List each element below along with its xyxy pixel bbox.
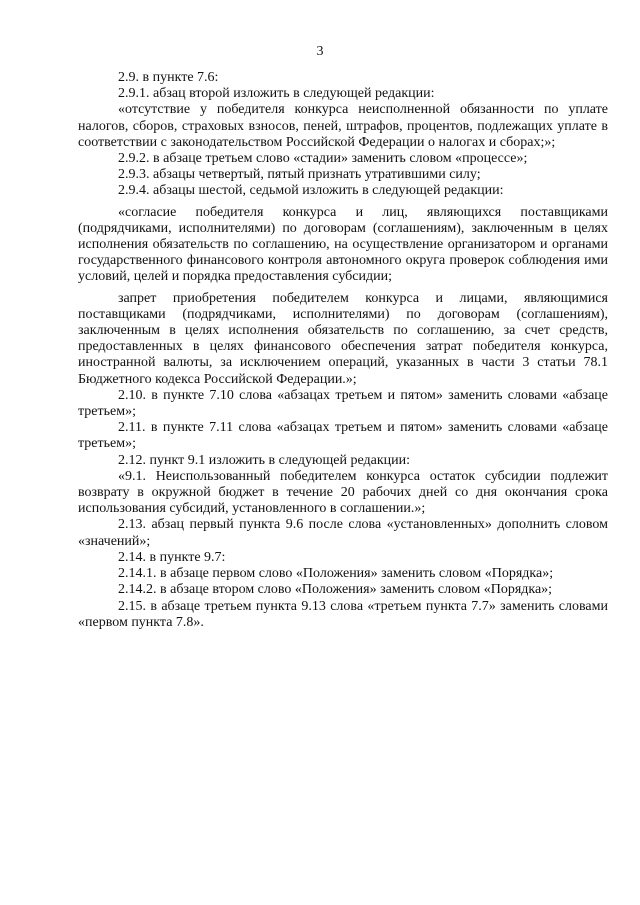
paragraph-quote-no-debt: «отсутствие у победителя конкурса неисполненной обязанности по уплате налогов, сборов, страховых взносов, пеней, штрафов, процентов, подлежащих уплате в соответствии с законодательством Российской Федерации о налогах и сборах;»; (78, 102, 608, 150)
paragraph-2-14: 2.14. в пункте 9.7: (118, 549, 226, 565)
paragraph-2-9-3: 2.9.3. абзацы четвертый, пятый признать утратившими силу; (118, 167, 481, 183)
paragraph-2-12: 2.12. пункт 9.1 изложить в следующей редакции: (118, 452, 410, 468)
paragraph-2-10: 2.10. в пункте 7.10 слова «абзацах третьем и пятом» заменить словами «абзаце третьем»; (78, 387, 608, 420)
paragraph-2-11: 2.11. в пункте 7.11 слова «абзацах третьем и пятом» заменить словами «абзаце третьем»; (78, 420, 608, 452)
paragraph-quote-9-1: «9.1. Неиспользованный победителем конкурса остаток субсидии подлежит возврату в окружной бюджет в течение 20 рабочих дней со дня окончания срока использования субсидий, установленного в соглашении.»; (78, 468, 608, 517)
paragraph-2-9-4: 2.9.4. абзацы шестой, седьмой изложить в следующей редакции: (118, 183, 504, 199)
paragraph-2-9: 2.9. в пункте 7.6: (118, 70, 219, 85)
paragraph-quote-consent: «согласие победителя конкурса и лиц, являющихся поставщиками (подрядчиками, исполнителями) по договорам (соглашениям), заключенным в целях исполнения обязательств по соглашению, на осуществление организатором и органами государственного финансового контроля автономного округа проверок соблюдения ими условий, целей и порядка предоставления субсидии; (78, 204, 608, 285)
document-body (78, 70, 608, 631)
paragraph-2-9-1: 2.9.1. абзац второй изложить в следующей редакции: (118, 86, 435, 102)
paragraph-2-9-2: 2.9.2. в абзаце третьем слово «стадии» заменить словом «процессе»; (118, 151, 528, 167)
paragraph-2-15: 2.15. в абзаце третьем пункта 9.13 слова «третьем пункта 7.7» заменить словами «первом пункта 7.8». (78, 598, 608, 630)
page-number: 3 (316, 44, 324, 59)
paragraph-2-13: 2.13. абзац первый пункта 9.6 после слова «установленных» дополнить словом «значений»; (78, 517, 608, 549)
paragraph-prohibition: запрет приобретения победителем конкурса и лицами, являющимися поставщиками (подрядчиками, исполнителями) по договорам (соглашениям), заключенным в целях исполнения обязательств по соглашению, за счет средств, предоставленных в целях финансового обеспечения затрат победителя конкурса, иностранной валюты, за исключением операций, указанных в части 3 статьи 78.1 Бюджетного кодекса Российской Федерации.»; (78, 290, 608, 387)
paragraph-2-14-2: 2.14.2. в абзаце втором слово «Положения» заменить словом «Порядка»; (118, 582, 553, 598)
paragraph-2-14-1: 2.14.1. в абзаце первом слово «Положения» заменить словом «Порядка»; (118, 566, 554, 582)
